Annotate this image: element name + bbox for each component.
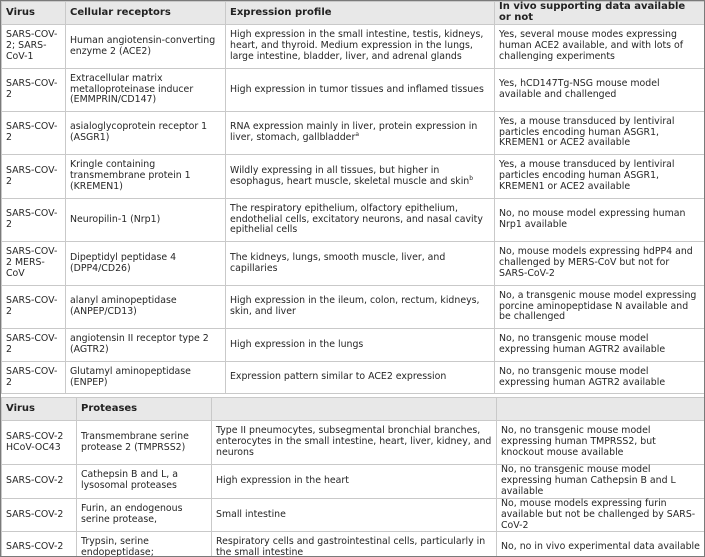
table-row xyxy=(2,465,705,499)
virus-cell: SARS-COV-2 xyxy=(2,532,77,557)
receptors-table xyxy=(1,1,705,394)
in-vivo-cell: No, no transgenic mouse model expressing human AGTR2 available xyxy=(495,362,705,394)
receptor-cell: Glutamyl aminopeptidase (ENPEP) xyxy=(66,362,226,394)
expression-cell xyxy=(226,199,495,242)
expression-text: Expression pattern similar to ACE2 expression xyxy=(230,371,447,383)
header-expression-blank xyxy=(212,398,497,421)
expression-text: RNA expression mainly in liver, protein expression in liver, stomach, gallbladder xyxy=(230,121,478,143)
proteases-table xyxy=(1,397,705,557)
receptor-cell: Extracellular matrix metalloproteinase inducer (EMMPRIN/CD147) xyxy=(66,69,226,112)
in-vivo-cell: No, no transgenic mouse model expressing human AGTR2 available xyxy=(495,329,705,362)
expression-cell xyxy=(226,25,495,69)
expression-text: High expression in the ileum, colon, rectum, kidneys, skin, and liver xyxy=(230,295,480,317)
expression-cell xyxy=(226,155,495,199)
header-in-vivo-blank xyxy=(497,398,705,421)
footnote-marker: a xyxy=(355,130,359,138)
in-vivo-cell: No, no transgenic mouse model expressing human TMPRSS2, but knockout mouse available xyxy=(497,421,705,465)
header-proteases: Proteases xyxy=(77,398,212,421)
table-row xyxy=(2,69,705,112)
table-row xyxy=(2,155,705,199)
table-row xyxy=(2,329,705,362)
expression-cell xyxy=(226,242,495,286)
expression-cell xyxy=(226,286,495,329)
in-vivo-cell: No, mouse models expressing hdPP4 and challenged by MERS-CoV but not for SARS-CoV-2 xyxy=(495,242,705,286)
in-vivo-cell: No, no transgenic mouse model expressing human Cathepsin B and L available xyxy=(497,465,705,499)
header-cellular-receptors: Cellular receptors xyxy=(66,2,226,25)
virus-cell: SARS-COV-2 xyxy=(2,362,66,394)
expression-cell xyxy=(226,362,495,394)
expression-cell xyxy=(226,329,495,362)
table-row xyxy=(2,421,705,465)
virus-cell: SARS-COV-2 MERS-CoV xyxy=(2,242,66,286)
protease-cell: Furin, an endogenous serine protease, xyxy=(77,498,212,532)
in-vivo-cell: No, no mouse model expressing human Nrp1 available xyxy=(495,199,705,242)
header-virus: Virus xyxy=(2,398,77,421)
table-row xyxy=(2,532,705,557)
virus-cell: SARS-COV-2 xyxy=(2,329,66,362)
table-row xyxy=(2,242,705,286)
expression-cell: Respiratory cells and gastrointestinal cells, particularly in the small intestine xyxy=(212,532,497,557)
virus-cell: SARS-COV-2 xyxy=(2,155,66,199)
receptor-cell: asialoglycoprotein receptor 1 (ASGR1) xyxy=(66,112,226,155)
header-virus: Virus xyxy=(2,2,66,25)
receptor-cell: angiotensin II receptor type 2 (AGTR2) xyxy=(66,329,226,362)
virus-cell: SARS-COV-2; SARS-CoV-1 xyxy=(2,25,66,69)
in-vivo-cell: Yes, a mouse transduced by lentiviral particles encoding human ASGR1, KREMEN1 or ACE2 available xyxy=(495,112,705,155)
receptor-cell: Dipeptidyl peptidase 4 (DPP4/CD26) xyxy=(66,242,226,286)
expression-cell: Small intestine xyxy=(212,498,497,532)
table-row xyxy=(2,25,705,69)
table-row xyxy=(2,498,705,532)
in-vivo-cell: Yes, several mouse modes expressing human ACE2 available, and with lots of challenging experiments xyxy=(495,25,705,69)
table-row xyxy=(2,112,705,155)
expression-text: High expression in the lungs xyxy=(230,338,364,350)
receptors-header-row xyxy=(2,2,705,25)
protease-cell: Cathepsin B and L, a lysosomal proteases xyxy=(77,465,212,499)
receptor-cell: alanyl aminopeptidase (ANPEP/CD13) xyxy=(66,286,226,329)
virus-cell: SARS-COV-2 xyxy=(2,112,66,155)
proteases-header-row xyxy=(2,398,705,421)
receptor-cell: Neuropilin-1 (Nrp1) xyxy=(66,199,226,242)
expression-cell: Type II pneumocytes, subsegmental bronchial branches, enterocytes in the small intestine, heart, liver, kidney, and neurons xyxy=(212,421,497,465)
virus-cell: SARS-COV-2 xyxy=(2,465,77,499)
footnote-marker: b xyxy=(469,174,474,182)
expression-cell xyxy=(226,112,495,155)
receptor-cell: Human angiotensin-converting enzyme 2 (ACE2) xyxy=(66,25,226,69)
in-vivo-cell: No, mouse models expressing furin available but not be challenged by SARS-CoV-2 xyxy=(497,498,705,532)
in-vivo-cell: No, no in vivo experimental data available xyxy=(497,532,705,557)
virus-cell: SARS-COV-2 xyxy=(2,498,77,532)
virus-cell: SARS-COV-2 xyxy=(2,286,66,329)
in-vivo-cell: Yes, a mouse transduced by lentiviral particles encoding human ASGR1, KREMEN1 or ACE2 available xyxy=(495,155,705,199)
protease-cell: Trypsin, serine endopeptidase; xyxy=(77,532,212,557)
expression-text: Wildly expressing in all tissues, but higher in esophagus, heart muscle, skeletal muscle and skin xyxy=(230,164,470,187)
table-row xyxy=(2,362,705,394)
table-row xyxy=(2,286,705,329)
in-vivo-cell: No, a transgenic mouse model expressing porcine aminopeptidase N available and be challenged xyxy=(495,286,705,329)
receptor-cell: Kringle containing transmembrane protein 1 (KREMEN1) xyxy=(66,155,226,199)
virus-cell: SARS-COV-2 xyxy=(2,69,66,112)
in-vivo-cell: Yes, hCD147Tg-NSG mouse model available and challenged xyxy=(495,69,705,112)
expression-text: The kidneys, lungs, smooth muscle, liver, and capillaries xyxy=(230,251,446,274)
expression-text: The respiratory epithelium, olfactory epithelium, endothelial cells, excitatory neurons, and nasal cavity epithelial cells xyxy=(230,202,483,236)
expression-text: High expression in the small intestine, testis, kidneys, heart, and thyroid. Medium expression in the lungs, large intestine, bladder, liver, and adrenal glands xyxy=(230,29,484,62)
header-expression-profile: Expression profile xyxy=(226,2,495,25)
virus-cell: SARS-COV-2 xyxy=(2,199,66,242)
protease-cell: Transmembrane serine protease 2 (TMPRSS2) xyxy=(77,421,212,465)
virus-cell: SARS-COV-2 HCoV-OC43 xyxy=(2,421,77,465)
expression-cell: High expression in the heart xyxy=(212,465,497,499)
header-in-vivo: In vivo supporting data available or not xyxy=(495,2,705,25)
expression-text: High expression in tumor tissues and inflamed tissues xyxy=(230,83,484,95)
expression-cell xyxy=(226,69,495,112)
table-row xyxy=(2,199,705,242)
